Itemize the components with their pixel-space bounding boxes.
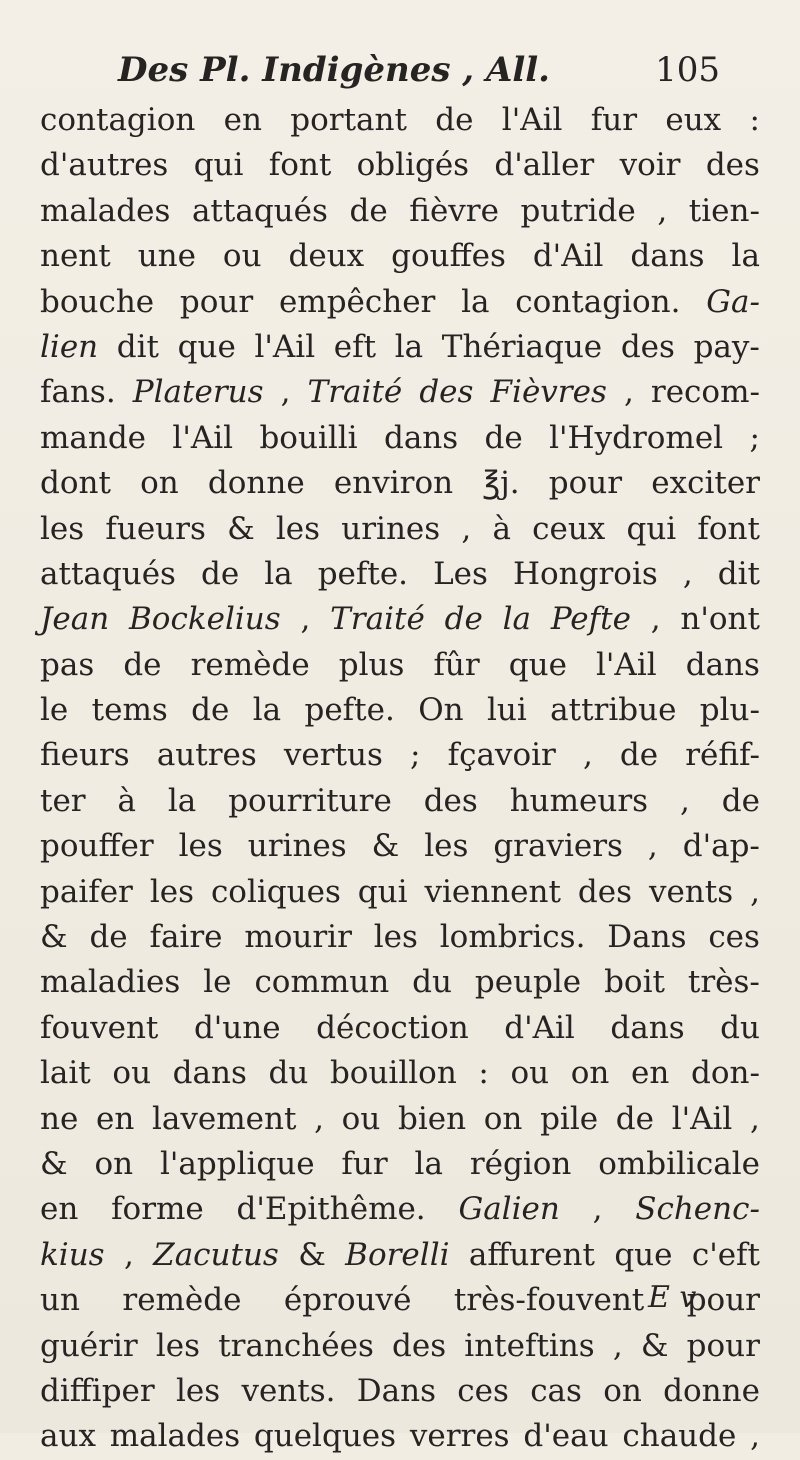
word: quelques xyxy=(253,1418,397,1455)
text-line xyxy=(40,1414,760,1459)
word: , xyxy=(750,873,760,910)
word: , xyxy=(750,1100,760,1137)
word: ; xyxy=(410,737,421,774)
word: que xyxy=(614,1236,673,1273)
word: , xyxy=(582,737,593,774)
word: ceux xyxy=(532,510,606,547)
word: : xyxy=(478,1055,489,1092)
word: chaude xyxy=(622,1418,737,1455)
word: dans xyxy=(610,1009,685,1046)
word: l'Ail xyxy=(172,419,234,456)
word: pour xyxy=(179,283,254,320)
word: Bockelius xyxy=(129,601,281,638)
word: de xyxy=(123,646,162,683)
word: don- xyxy=(690,1055,760,1092)
word: boit xyxy=(604,964,665,1001)
word: d'ap- xyxy=(682,828,760,865)
text-line xyxy=(40,1324,760,1369)
word: , xyxy=(679,782,690,819)
text-line xyxy=(40,688,760,733)
word: la xyxy=(394,328,424,365)
word: diffiper xyxy=(40,1372,155,1409)
word: l'applique xyxy=(159,1145,315,1182)
word: pour xyxy=(686,1327,760,1364)
word: c'eft xyxy=(691,1236,760,1273)
word: que xyxy=(508,646,567,683)
text-line xyxy=(40,643,760,688)
word: eft xyxy=(333,328,377,365)
word: verres xyxy=(409,1418,510,1455)
word: ter xyxy=(40,782,86,819)
word: lombrics. xyxy=(439,919,586,956)
word: pourriture xyxy=(228,782,392,819)
word: , xyxy=(657,192,668,229)
word: on xyxy=(94,1145,134,1182)
word: Dans xyxy=(607,919,687,956)
text-line xyxy=(40,1142,760,1187)
word: putride xyxy=(520,192,636,229)
word: pour xyxy=(686,1282,760,1319)
word: les xyxy=(275,510,321,547)
word: les xyxy=(155,1327,201,1364)
word: ou xyxy=(222,238,262,275)
word: ne xyxy=(40,1100,79,1137)
word: & xyxy=(371,828,400,865)
word: voir xyxy=(619,147,681,184)
word: d'Ail xyxy=(532,238,604,275)
text-line xyxy=(40,1006,760,1051)
word: les xyxy=(40,510,85,547)
word: très- xyxy=(687,964,760,1001)
word: en xyxy=(96,1100,135,1137)
word: pay- xyxy=(693,328,760,365)
word: , xyxy=(612,1327,623,1364)
text-line xyxy=(40,915,760,960)
word: pefte. xyxy=(304,692,395,729)
word: du xyxy=(268,1055,309,1092)
word: Pefte xyxy=(550,601,631,638)
word: de xyxy=(619,737,659,774)
word: , xyxy=(650,601,661,638)
word: qui xyxy=(626,510,677,547)
word: autres xyxy=(156,737,257,774)
word: affurent xyxy=(468,1236,595,1273)
word: urines xyxy=(247,828,347,865)
text-line xyxy=(40,1051,760,1096)
word: les xyxy=(424,828,469,865)
text-line xyxy=(40,280,760,325)
word: Thériaque xyxy=(441,328,603,365)
word: On xyxy=(418,692,464,729)
word: & xyxy=(227,510,255,547)
word: remède xyxy=(190,646,310,683)
word: eux xyxy=(665,102,722,138)
word: fièvre xyxy=(409,192,499,229)
word: plus xyxy=(338,646,405,683)
word: ces xyxy=(708,919,760,956)
word: pas xyxy=(40,646,95,683)
word: contagion xyxy=(40,102,196,138)
word: Dans xyxy=(356,1372,436,1409)
word: & xyxy=(40,919,68,956)
word: fur xyxy=(590,102,638,138)
word: d'Epithême. xyxy=(236,1191,426,1228)
word: portant xyxy=(290,102,407,138)
word: ; xyxy=(749,419,760,456)
word: en xyxy=(631,1055,670,1092)
text-line xyxy=(40,325,760,370)
word: la xyxy=(252,692,282,729)
word: fouvent xyxy=(40,1009,159,1046)
word: un xyxy=(40,1282,80,1319)
word: aux xyxy=(40,1418,96,1455)
text-line xyxy=(40,416,760,461)
word: pefte. xyxy=(317,555,409,592)
word: région xyxy=(469,1145,572,1182)
word: Hongrois xyxy=(512,555,658,592)
word: qui xyxy=(193,147,244,184)
word: fieurs xyxy=(40,737,130,774)
word: à xyxy=(492,510,511,547)
word: , xyxy=(647,828,658,865)
word: dans xyxy=(685,646,760,683)
word: , xyxy=(300,601,311,638)
word: remède xyxy=(122,1282,242,1319)
word: , xyxy=(280,374,291,411)
word: urines xyxy=(341,510,441,547)
word: bouilli xyxy=(259,419,358,456)
word: maladies xyxy=(40,964,181,1001)
word: d'autres xyxy=(40,147,169,184)
text-line xyxy=(40,779,760,824)
word: dit xyxy=(116,328,160,365)
text-line xyxy=(40,1097,760,1142)
word: & xyxy=(298,1236,326,1273)
word: l'Ail xyxy=(671,1100,733,1137)
word: pour xyxy=(548,465,623,502)
word: l'Ail xyxy=(596,646,657,683)
word: à xyxy=(117,782,136,819)
word: , xyxy=(123,1236,134,1273)
word: obligés xyxy=(356,147,470,184)
text-line xyxy=(40,1187,760,1232)
word: l'Hydromel xyxy=(549,419,724,456)
text-line xyxy=(40,461,760,506)
word: vents xyxy=(648,873,734,910)
word: ombilicale xyxy=(598,1145,760,1182)
word: ou xyxy=(112,1055,152,1092)
word: la xyxy=(167,782,197,819)
word: des xyxy=(705,147,760,184)
word: pile xyxy=(540,1100,599,1137)
word: gouffes xyxy=(391,238,506,275)
word: graviers xyxy=(493,828,623,865)
word: : xyxy=(749,102,760,138)
word: paifer xyxy=(40,873,133,910)
word: bien xyxy=(397,1100,467,1137)
text-line xyxy=(40,189,760,234)
word: Traité xyxy=(307,374,403,411)
word: attribue xyxy=(550,692,677,729)
word: bouche xyxy=(40,283,155,320)
word: de xyxy=(191,692,230,729)
word: n'ont xyxy=(680,601,760,638)
word: malades xyxy=(109,1418,241,1455)
word: la xyxy=(461,283,490,320)
word: lui xyxy=(486,692,527,729)
text-line xyxy=(40,733,760,778)
word: de xyxy=(89,919,128,956)
signature-mark: E v xyxy=(648,1280,697,1315)
word: faire xyxy=(149,919,223,956)
word: dans xyxy=(630,238,705,275)
word: décoction xyxy=(316,1009,469,1046)
word: inteftins xyxy=(464,1327,595,1364)
word: bouillon xyxy=(329,1055,457,1092)
word: pouffer xyxy=(40,828,154,865)
word: ou xyxy=(341,1100,381,1137)
word: de xyxy=(201,555,240,592)
word: , xyxy=(314,1100,324,1137)
page-number: 105 xyxy=(655,50,720,90)
word: Jean xyxy=(40,601,110,638)
word: vertus xyxy=(283,737,383,774)
word: en xyxy=(40,1191,79,1228)
word: , xyxy=(461,510,472,547)
word: lavement xyxy=(152,1100,297,1137)
word: guérir xyxy=(40,1327,138,1364)
word: & xyxy=(640,1327,669,1364)
word: plu- xyxy=(699,692,760,729)
running-title: Des Pl. Indigènes , All. xyxy=(118,50,551,90)
word: recom- xyxy=(650,374,760,411)
word: nent xyxy=(40,238,111,275)
word: tranchées xyxy=(218,1327,374,1364)
word: d'aller xyxy=(494,147,595,184)
word: attaqués xyxy=(40,555,176,592)
word: mourir xyxy=(244,919,352,956)
word: contagion. xyxy=(515,283,681,320)
word: dans xyxy=(383,419,459,456)
word: lait xyxy=(40,1055,91,1092)
word: font xyxy=(268,147,332,184)
word: ces xyxy=(457,1372,509,1409)
word: donne xyxy=(663,1372,760,1409)
word: de xyxy=(435,102,474,138)
word: exciter xyxy=(651,465,760,502)
text-line xyxy=(40,507,760,552)
word: le xyxy=(40,692,69,729)
word: d'Ail xyxy=(504,1009,575,1046)
running-header xyxy=(118,42,720,98)
text-line xyxy=(40,1369,760,1414)
word: on xyxy=(140,465,179,502)
word: des xyxy=(577,873,632,910)
word: peuple xyxy=(474,964,582,1001)
word: Galien xyxy=(458,1191,560,1228)
word: Schenc- xyxy=(635,1191,760,1228)
word: commun xyxy=(254,964,390,1001)
word: donne xyxy=(207,465,305,502)
word: viennent xyxy=(424,873,561,910)
word: de xyxy=(484,419,523,456)
text-line xyxy=(40,824,760,869)
word: Platerus xyxy=(132,374,264,411)
text-line xyxy=(40,960,760,1005)
word: Traité xyxy=(330,601,425,638)
word: dit xyxy=(717,555,760,592)
text-line xyxy=(40,234,760,279)
word: des xyxy=(423,782,478,819)
word: éprouvé xyxy=(283,1282,412,1319)
word: Les xyxy=(433,555,488,592)
word: très-fouvent xyxy=(453,1282,645,1319)
word: Zacutus xyxy=(153,1236,279,1273)
word: Ga- xyxy=(706,283,760,320)
word: le xyxy=(203,964,232,1001)
word: la xyxy=(731,238,760,275)
word: forme xyxy=(111,1191,204,1228)
word: de xyxy=(349,192,388,229)
word: la xyxy=(264,555,293,592)
word: , xyxy=(750,1418,760,1455)
word: kius xyxy=(40,1236,105,1273)
word: les xyxy=(178,828,223,865)
word: Borelli xyxy=(345,1236,450,1273)
text-line xyxy=(40,143,760,188)
word: , xyxy=(682,555,693,592)
word: les xyxy=(149,873,194,910)
word: du xyxy=(412,964,452,1001)
word: Fièvres xyxy=(490,374,607,411)
word: qui xyxy=(357,873,408,910)
word: des xyxy=(392,1327,447,1364)
body-text xyxy=(40,98,760,1460)
word: dont xyxy=(40,465,111,502)
word: fçavoir xyxy=(447,737,556,774)
word: la xyxy=(502,601,532,638)
word: coliques xyxy=(210,873,341,910)
word: que xyxy=(177,328,236,365)
word: on xyxy=(603,1372,642,1409)
word: l'Ail xyxy=(254,328,316,365)
word: font xyxy=(697,510,760,547)
word: fans. xyxy=(40,374,116,411)
word: des xyxy=(419,374,474,411)
word: les xyxy=(373,919,418,956)
word: , xyxy=(592,1191,603,1228)
word: vents. xyxy=(241,1372,336,1409)
word: environ xyxy=(333,465,454,502)
text-line xyxy=(40,870,760,915)
word: fur xyxy=(341,1145,388,1182)
text-line xyxy=(40,1233,760,1278)
text-line xyxy=(40,597,760,642)
word: ℥j. xyxy=(482,465,520,502)
word: lien xyxy=(40,328,99,365)
text-line xyxy=(40,552,760,597)
word: de xyxy=(444,601,483,638)
word: on xyxy=(570,1055,610,1092)
word: de xyxy=(721,782,760,819)
word: humeurs xyxy=(509,782,649,819)
word: tien- xyxy=(688,192,760,229)
word: d'eau xyxy=(523,1418,609,1455)
word: dans xyxy=(172,1055,247,1092)
word: de xyxy=(615,1100,654,1137)
word: attaqués xyxy=(191,192,328,229)
word: on xyxy=(483,1100,523,1137)
word: empêcher xyxy=(278,283,436,320)
word: malades xyxy=(40,192,171,229)
word: du xyxy=(720,1009,760,1046)
word: des xyxy=(620,328,675,365)
word: d'une xyxy=(193,1009,281,1046)
word: l'Ail xyxy=(501,102,563,138)
word: mande xyxy=(40,419,147,456)
word: réfif- xyxy=(685,737,760,774)
text-line xyxy=(40,98,760,143)
word: les xyxy=(176,1372,221,1409)
word: & xyxy=(40,1145,68,1182)
word: une xyxy=(137,238,196,275)
word: ou xyxy=(510,1055,550,1092)
word: cas xyxy=(530,1372,582,1409)
word: fûr xyxy=(433,646,480,683)
word: la xyxy=(414,1145,443,1182)
word: deux xyxy=(288,238,365,275)
word: en xyxy=(223,102,262,138)
word: fueurs xyxy=(105,510,206,547)
word: , xyxy=(623,374,634,411)
text-line xyxy=(40,370,760,415)
word: tems xyxy=(91,692,168,729)
